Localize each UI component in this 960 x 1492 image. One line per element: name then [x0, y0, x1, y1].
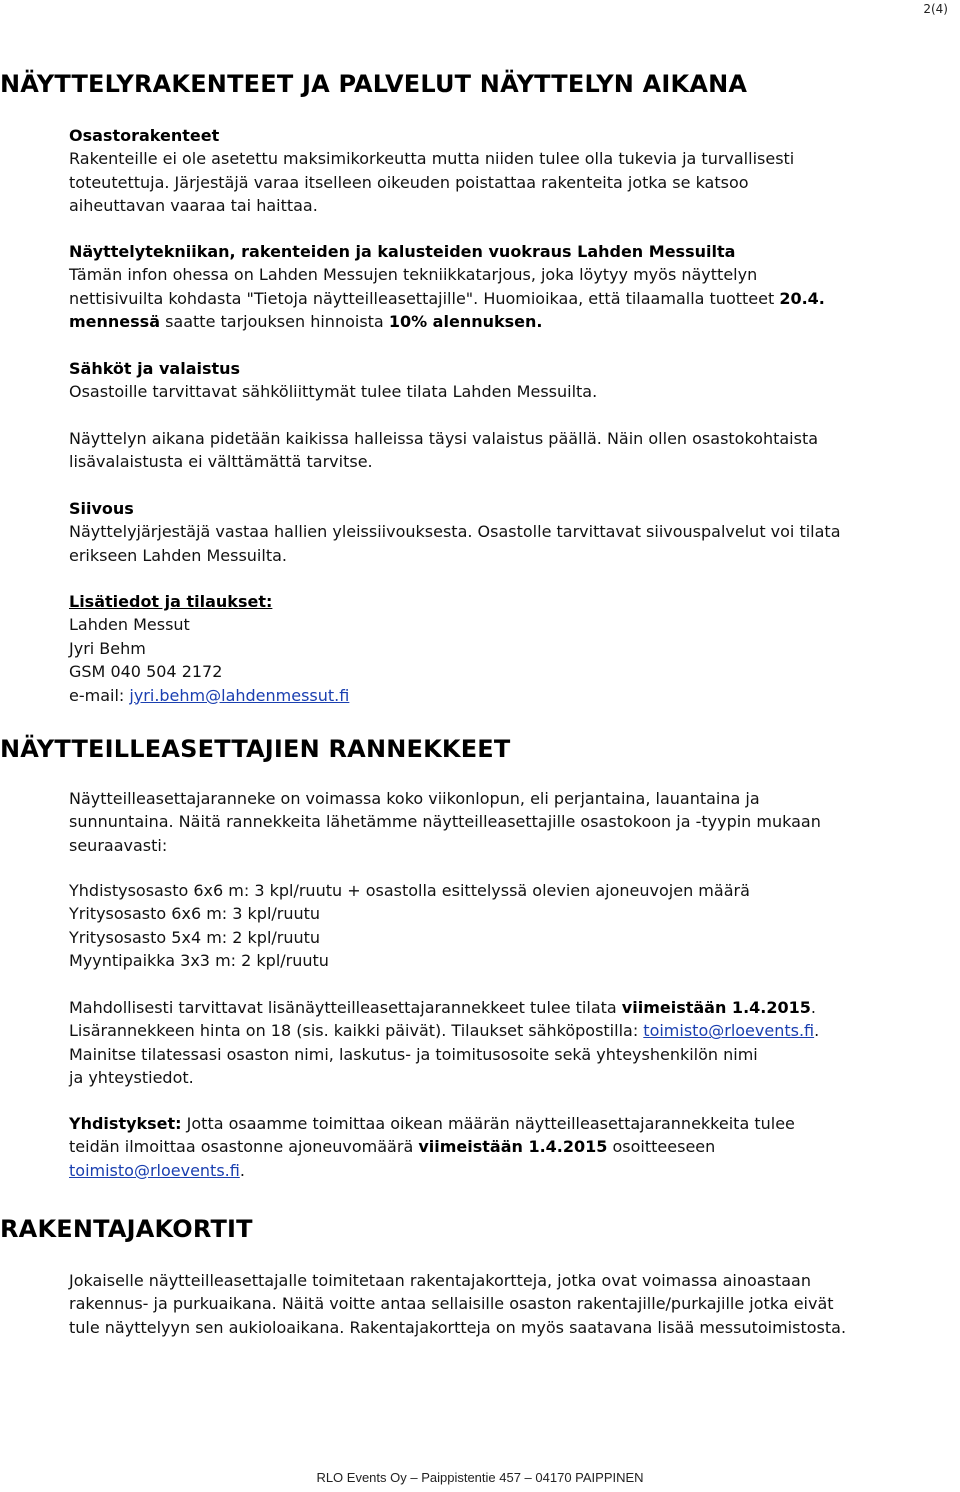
yhdistykset-label: Yhdistykset: [69, 1114, 182, 1133]
paragraph-line [69, 1112, 939, 1135]
paragraph-line [69, 1135, 939, 1158]
email-link[interactable]: jyri.behm@lahdenmessut.fi [129, 685, 350, 705]
paragraph-line: aiheuttavan vaaraa tai haittaa. [69, 196, 318, 216]
line-text: teidän ilmoittaa osastonne ajoneuvomäärä [69, 1137, 419, 1157]
sahkot-block [69, 357, 939, 404]
paragraph-line: Mainitse tilatessasi osaston nimi, laskutus- ja toimitusosoite sekä yhteyshenkilön nimi [69, 1044, 758, 1064]
paragraph-line: tule näyttelyyn sen aukioloaikana. Rakentajakortteja on myös saatavana lisää messutoimistosta. [69, 1317, 847, 1337]
yhdistykset-block [69, 1112, 939, 1182]
section-title-rannekkeet: NÄYTTEILLEASETTAJIEN RANNEKKEET [0, 735, 511, 763]
discount-text: 10% alennuksen. [388, 312, 543, 332]
siivous-block [69, 497, 939, 567]
deadline-word: mennessä [69, 312, 160, 332]
paragraph-line: Rakenteille ei ole asetettu maksimikorkeutta mutta niiden tulee olla tukevia ja turvallisesti [69, 149, 795, 169]
list-item: Myyntipaikka 3x3 m: 2 kpl/ruutu [69, 951, 329, 971]
page-footer: RLO Events Oy – Paippistentie 457 – 04170 PAIPPINEN [316, 1470, 644, 1485]
line-text: nettisivuilta kohdasta "Tietoja näytteilleasettajille". Huomioikaa, että tilaamalla tuotteet [69, 288, 780, 308]
line-text: osoitteeseen [607, 1137, 716, 1157]
valaistus-block [69, 427, 939, 474]
list-item: Yhdistysosasto 6x6 m: 3 kpl/ruutu + osastolla esittelyssä olevien ajoneuvojen määrä [69, 881, 750, 900]
paragraph-line: lisävalaistusta ei välttämättä tarvitse. [69, 452, 373, 472]
section-title-rakentajakortit: RAKENTAJAKORTIT [0, 1215, 253, 1243]
contact-org: Lahden Messut [69, 615, 190, 635]
line-text: . [810, 998, 816, 1017]
deadline-date: viimeistään 1.4.2015 [621, 998, 811, 1017]
email-link[interactable]: toimisto@rloevents.fi [643, 1021, 815, 1041]
paragraph-line: Tämän infon ohessa on Lahden Messujen tekniikkatarjous, joka löytyy myös näyttelyn [69, 265, 758, 285]
line-text: Lisärannekkeen hinta on 18 (sis. kaikki päivät). Tilaukset sähköpostilla: [69, 1021, 644, 1041]
deadline-date: viimeistään 1.4.2015 [418, 1137, 608, 1157]
paragraph-line [69, 996, 939, 1019]
list-item: Yritysosasto 5x4 m: 2 kpl/ruutu [69, 927, 321, 947]
contact-heading: Lisätiedot ja tilaukset: [69, 592, 273, 611]
page-number: 2(4) [923, 2, 948, 16]
sahkot-heading: Sähköt ja valaistus [69, 359, 241, 378]
paragraph-line: Osastoille tarvittavat sähköliittymät tulee tilata Lahden Messuilta. [69, 382, 598, 402]
contact-name: Jyri Behm [69, 638, 146, 658]
email-link[interactable]: toimisto@rloevents.fi [69, 1160, 240, 1180]
contact-phone: GSM 040 504 2172 [69, 662, 223, 682]
paragraph-line: rakennus- ja purkuaikana. Näitä voitte antaa sellaisille osaston rakentajille/purkajille jotka eivät [69, 1294, 834, 1314]
paragraph-line [69, 287, 939, 310]
paragraph-line: Jokaiselle näytteilleasettajalle toimitetaan rakentajakortteja, jotka ovat voimassa ainoastaan [69, 1271, 811, 1290]
paragraph-line: Näytteilleasettajaranneke on voimassa koko viikonlopun, eli perjantaina, lauantaina ja [69, 789, 760, 808]
paragraph-line: seuraavasti: [69, 835, 168, 855]
lisarannekkeet-block [69, 996, 939, 1090]
line-text: . [239, 1160, 245, 1180]
ranneke-list [69, 879, 939, 973]
paragraph-line [69, 1019, 939, 1042]
osastorakenteet-block [69, 124, 939, 218]
paragraph-line [69, 310, 939, 333]
paragraph-line: sunnuntaina. Näitä rannekkeita lähetämme näytteilleasettajille osastokoon ja -tyypin mukaan [69, 812, 821, 832]
siivous-heading: Siivous [69, 499, 134, 518]
paragraph-line: Näyttelyjärjestäjä vastaa hallien yleissiivouksesta. Osastolle tarvittavat siivouspalvelut voi tilata [69, 522, 841, 542]
contact-email-line [69, 684, 939, 707]
email-label: e-mail: [69, 685, 130, 705]
paragraph-line [69, 1159, 939, 1182]
list-item: Yritysosasto 6x6 m: 3 kpl/ruutu [69, 904, 321, 924]
deadline-date: 20.4. [779, 288, 825, 308]
paragraph-line: erikseen Lahden Messuilta. [69, 545, 287, 565]
paragraph-line: toteutettuja. Järjestäjä varaa itselleen oikeuden poistattaa rakenteita jotka se katsoo [69, 172, 749, 192]
paragraph-line: Näyttelyn aikana pidetään kaikissa halleissa täysi valaistus päällä. Näin ollen osastokohtaista [69, 429, 819, 448]
line-text: Mahdollisesti tarvittavat lisänäytteilleasettajarannekkeet tulee tilata [69, 998, 622, 1017]
osastorakenteet-heading: Osastorakenteet [69, 126, 220, 145]
line-text: Jotta osaamme toimittaa oikean määrän näytteilleasettajarannekkeita tulee [181, 1114, 795, 1133]
vuokraus-heading: Näyttelytekniikan, rakenteiden ja kalusteiden vuokraus Lahden Messuilta [69, 242, 736, 261]
ranneke-intro [69, 787, 939, 857]
section-title-nayttelyrakenteet: NÄYTTELYRAKENTEET JA PALVELUT NÄYTTELYN AIKANA [0, 70, 748, 98]
vuokraus-block [69, 240, 939, 334]
line-text: . [814, 1021, 820, 1041]
line-text: saatte tarjouksen hinnoista [160, 312, 389, 332]
paragraph-line: ja yhteystiedot. [69, 1068, 194, 1088]
rakentajakortit-block [69, 1269, 939, 1339]
contact-block [69, 590, 939, 707]
